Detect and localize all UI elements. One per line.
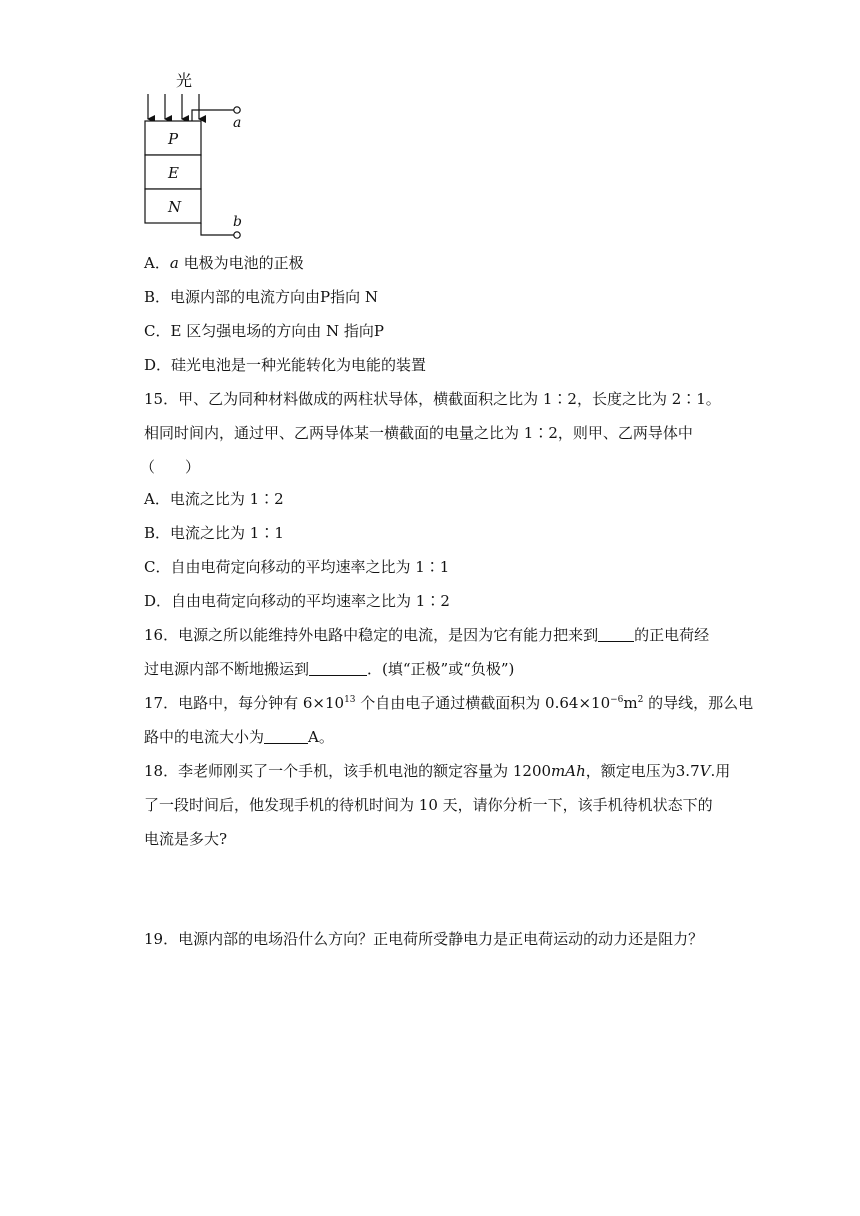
option-prefix: A． xyxy=(144,254,170,272)
q18-text: .用 xyxy=(710,762,731,780)
q15-option-b: B．电流之比为 1∶1 xyxy=(144,524,284,542)
q14-option-b: B．电源内部的电流方向由P指向 N xyxy=(144,288,379,306)
q17-text: 17．电路中，每分钟有 6×10 xyxy=(144,694,345,712)
q15-stem-line2: 相同时间内，通过甲、乙两导体某一横截面的电量之比为 1∶2，则甲、乙两导体中 xyxy=(144,424,693,442)
q18-text: ，额定电压为 xyxy=(585,762,676,780)
unit-v: V xyxy=(699,762,711,780)
layer-e-label: E xyxy=(168,164,179,182)
q17-text: 路中的电流大小为 xyxy=(144,728,265,746)
q17-blank[interactable] xyxy=(264,728,308,744)
q16-text: ．(填“正极”或“负极”) xyxy=(367,660,515,678)
q14-option-a xyxy=(144,253,304,273)
q18-text: 18．李老师刚买了一个手机，该手机电池的额定容量为 1200 xyxy=(144,762,552,780)
q19-line1: 19．电源内部的电场沿什么方向？正电荷所受静电力是正电荷运动的动力还是阻力？ xyxy=(144,930,704,948)
exponent: 2 xyxy=(637,695,644,705)
q15-option-d: D．自由电荷定向移动的平均速率之比为 1∶2 xyxy=(144,592,450,610)
q15-answer-paren: （ ） xyxy=(140,458,201,476)
light-label: 光 xyxy=(176,71,193,90)
q17-line1 xyxy=(144,693,753,713)
unit-mah: mAh xyxy=(551,762,586,780)
q16-text: 16．电源之所以能维持外电路中稳定的电流，是因为它有能力把来到 xyxy=(144,626,599,644)
q15-option-a: A．电流之比为 1∶2 xyxy=(144,490,284,508)
q18-line2: 了一段时间后，他发现手机的待机时间为 10 天，请你分析一下，该手机待机状态下的 xyxy=(144,796,713,814)
q15-stem-line1: 15．甲、乙为同种材料做成的两柱状导体，横截面积之比为 1∶2，长度之比为 2∶1。 xyxy=(144,390,721,408)
exponent: 13 xyxy=(344,695,356,705)
q18-line1 xyxy=(144,761,730,781)
layer-n-label: N xyxy=(168,198,182,216)
q16-line2 xyxy=(144,659,514,679)
q15-option-c: C．自由电荷定向移动的平均速率之比为 1∶1 xyxy=(144,558,450,576)
variable-a: a xyxy=(169,254,179,272)
q14-option-c: C．E 区匀强电场的方向由 N 指向P xyxy=(144,322,384,340)
q16-text: 过电源内部不断地搬运到 xyxy=(144,660,310,678)
exponent: −6 xyxy=(610,695,624,705)
terminal-a xyxy=(234,107,240,113)
q16-text: 的正电荷经 xyxy=(634,626,710,644)
option-text: 电极为电池的正极 xyxy=(178,254,304,272)
wire-b xyxy=(201,223,234,235)
q16-blank-1[interactable] xyxy=(598,626,634,642)
q17-text: 的导线，那么电 xyxy=(643,694,754,712)
terminal-b xyxy=(234,232,240,238)
q17-text: A。 xyxy=(308,728,334,746)
photocell-diagram xyxy=(138,66,258,246)
terminal-b-label: b xyxy=(233,214,242,230)
q17-text: m xyxy=(623,694,638,712)
wire-a xyxy=(192,110,234,121)
q18-line3: 电流是多大? xyxy=(144,830,228,848)
q16-blank-2[interactable] xyxy=(309,660,367,676)
q17-text: 个自由电子通过横截面积为 0.64×10 xyxy=(355,694,611,712)
layer-p-label: P xyxy=(168,130,179,148)
q17-line2 xyxy=(144,727,334,747)
q16-line1 xyxy=(144,625,709,645)
voltage-value: 3.7 xyxy=(675,762,700,780)
q14-option-d: D．硅光电池是一种光能转化为电能的装置 xyxy=(144,356,427,374)
terminal-a-label: a xyxy=(233,115,242,131)
